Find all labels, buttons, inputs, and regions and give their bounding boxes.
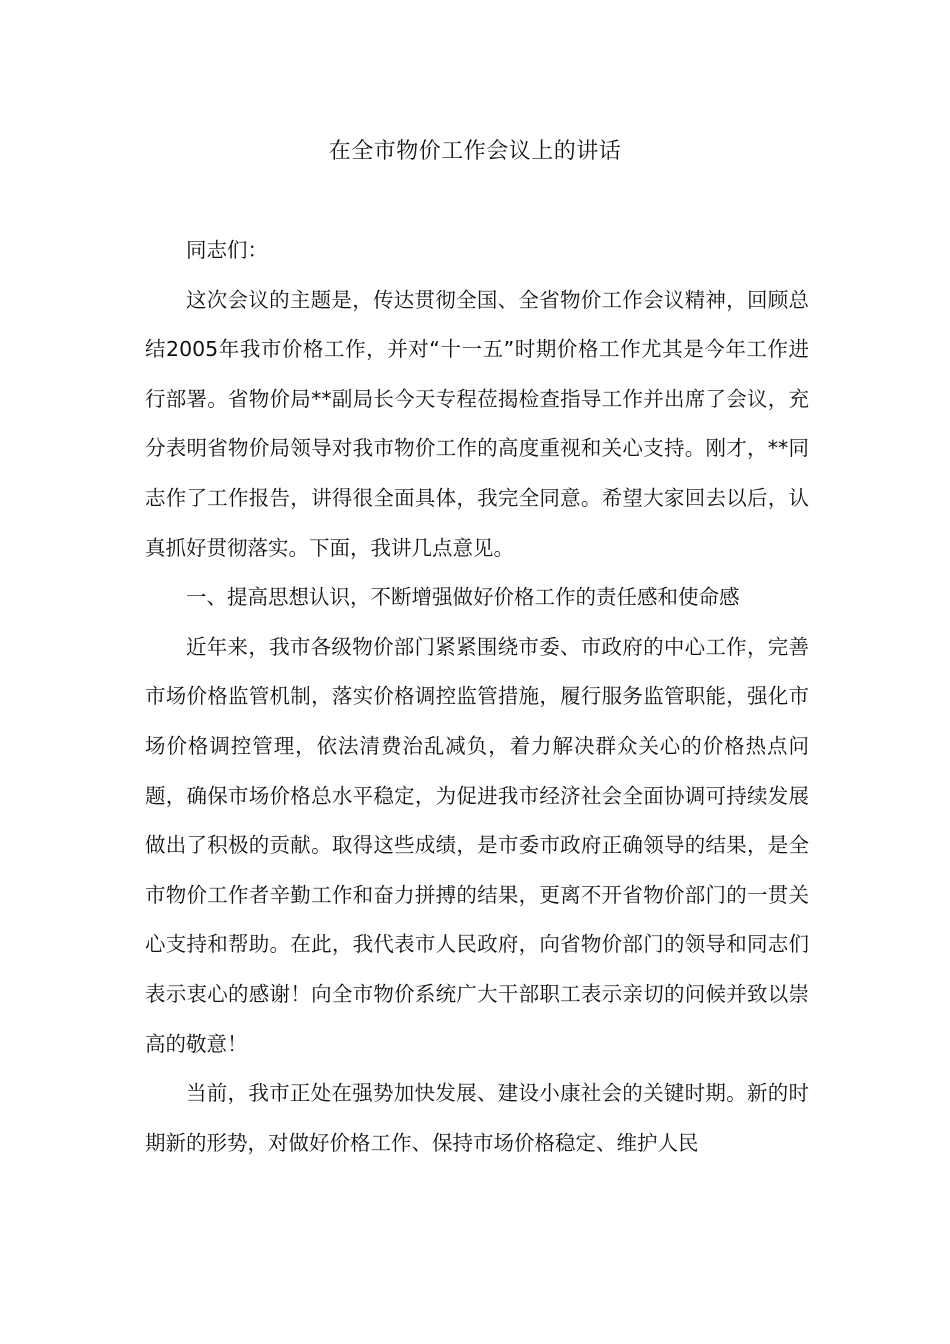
salutation-paragraph: 同志们： [186,238,268,262]
body-paragraph: 当前，我市正处在强势加快发展、建设小康社会的关键时期。新的时期新的形势，对做好价格工作、保持市场价格稳定、维护人民 [145,1081,809,1155]
document-title: 在全市物价工作会议上的讲话 [328,139,622,164]
document-body [145,226,809,1168]
body-paragraph: 这次会议的主题是，传达贯彻全国、全省物价工作会议精神，回顾总结2005年我市价格工作，并对“十一五”时期价格工作尤其是今年工作进行部署。省物价局**副局长今天专程莅揭检查指导工作并出席了会议，充分表明省物价局领导对我市物价工作的高度重视和关心支持。刚才，**同志作了工作报告，讲得很全面具体，我完全同意。希望大家回去以后，认真抓好贯彻落实。下面，我讲几点意见。 [145,287,809,560]
body-paragraph: 近年来，我市各级物价部门紧紧围绕市委、市政府的中心工作，完善市场价格监管机制，落实价格调控监管措施，履行服务监管职能，强化市场价格调控管理，依法清费治乱减负，着力解决群众关心的价格热点问题，确保市场价格总水平稳定，为促进我市经济社会全面协调可持续发展做出了积极的贡献。取得这些成绩，是市委市政府正确领导的结果，是全市物价工作者辛勤工作和奋力拼搏的结果，更离不开省物价部门的一贯关心支持和帮助。在此，我代表市人民政府，向省物价部门的领导和同志们表示衷心的感谢！向全市物价系统广大干部职工表示亲切的问候并致以崇高的敬意！ [145,634,809,1056]
section-heading: 一、提高思想认识，不断增强做好价格工作的责任感和使命感 [186,585,740,610]
